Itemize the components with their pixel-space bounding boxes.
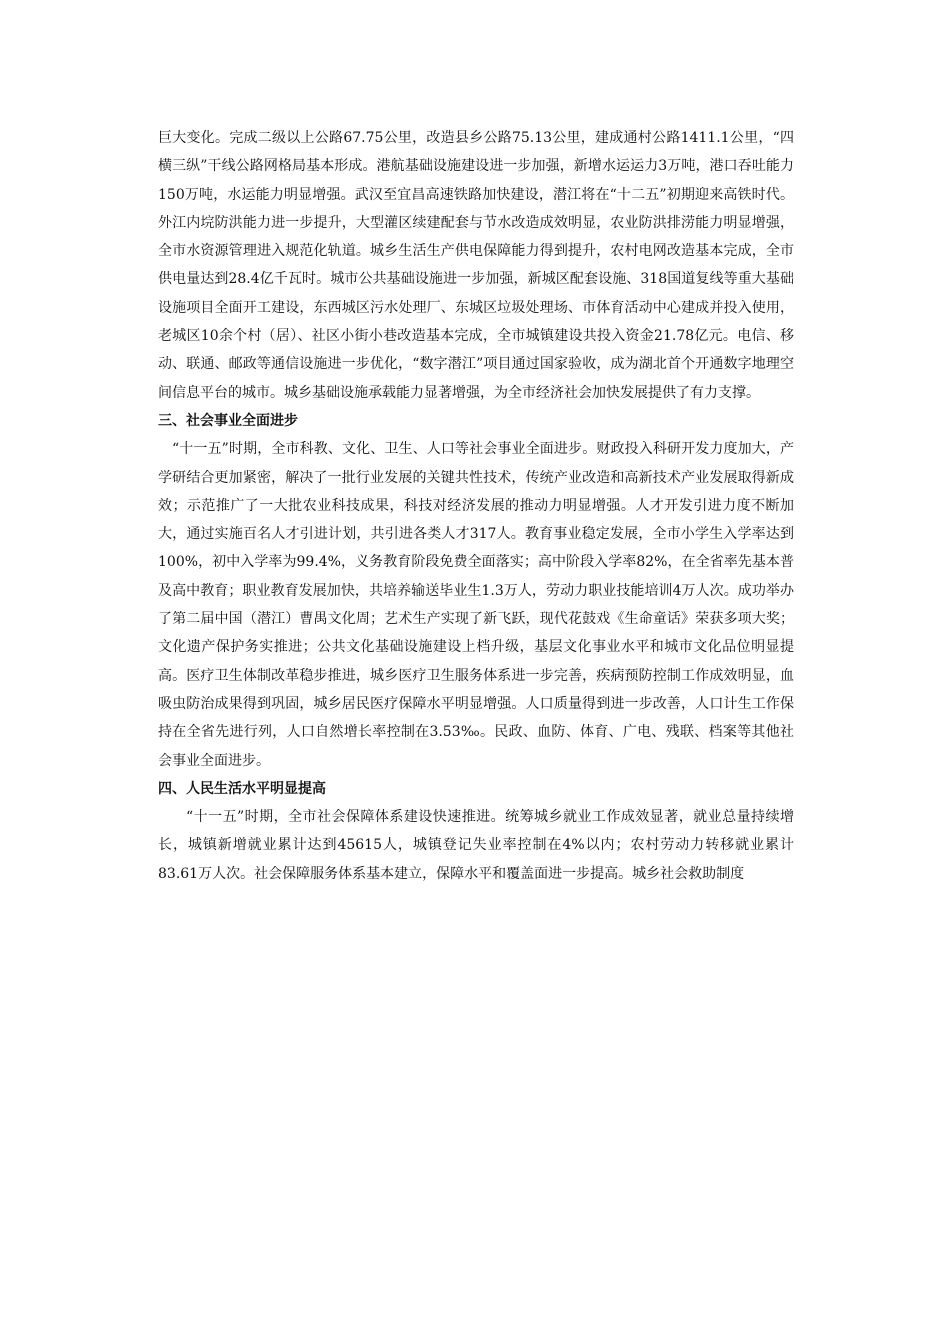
body-paragraph: 巨大变化。完成二级以上公路67.75公里，改造县乡公路75.13公里，建成通村公路1411.1公里，“四横三纵”干线公路网格局基本形成。港航基础设施建设进一步加强，新增水运运力3万吨，港口吞吐能力150万吨，水运能力明显增强。武汉至宜昌高速铁路加快建设，潜江将在“十二五”初期迎来高铁时代。外江内垸防洪能力进一步提升，大型灌区续建配套与节水改造成效明显，农业防洪排涝能力明显增强，全市水资源管理进入规范化轨道。城乡生活生产供电保障能力得到提升，农村电网改造基本完成，全市供电量达到28.4亿千瓦时。城市公共基础设施进一步加强，新城区配套设施、318国道复线等重大基础设施项目全面开工建设，东西城区污水处理厂、东城区垃圾处理场、市体育活动中心建成并投入使用，老城区10余个村（居）、社区小街小巷改造基本完成，全市城镇建设共投入资金21.78亿元。电信、移动、联通、邮政等通信设施进一步优化，“数字潜江”项目通过国家验收，成为湖北首个开通数字地理空间信息平台的城市。城乡基础设施承载能力显著增强，为全市经济社会加快发展提供了有力支撑。	[158, 130, 794, 401]
section-heading-4: 四、人民生活水平明显提高	[158, 780, 326, 797]
body-paragraph: “十一五”时期，全市社会保障体系建设快速推进。统筹城乡就业工作成效显著，就业总量持续增长，城镇新增就业累计达到45615人，城镇登记失业率控制在4%以内；农村劳动力转移就业累计83.61万人次。社会保障服务体系基本建立，保障水平和覆盖面进一步提高。城乡社会救助制度	[158, 809, 794, 882]
document-body	[158, 124, 794, 888]
body-paragraph: “十一五”时期，全市科教、文化、卫生、人口等社会事业全面进步。财政投入科研开发力度加大，产学研结合更加紧密，解决了一批行业发展的关键共性技术，传统产业改造和高新技术产业发展取得新成效；示范推广了一大批农业科技成果，科技对经济发展的推动力明显增强。人才开发引进力度不断加大，通过实施百名人才引进计划，共引进各类人才317人。教育事业稳定发展，全市小学生入学率达到100%，初中入学率为99.4%，义务教育阶段免费全面落实；高中阶段入学率82%，在全省率先基本普及高中教育；职业教育发展加快，共培养输送毕业生1.3万人，劳动力职业技能培训4万人次。成功举办了第二届中国（潜江）曹禺文化周；艺术生产实现了新飞跃，现代花鼓戏《生命童话》荣获多项大奖；文化遗产保护务实推进；公共文化基础设施建设上档升级，基层文化事业水平和城市文化品位明显提高。医疗卫生体制改革稳步推进，城乡医疗卫生服务体系进一步完善，疾病预防控制工作成效明显，血吸虫防治成果得到巩固，城乡居民医疗保障水平明显增强。人口质量得到进一步改善，人口计生工作保持在全省先进行列，人口自然增长率控制在3.53‰。民政、血防、体育、广电、残联、档案等其他社会事业全面进步。	[158, 441, 794, 769]
section-heading-3: 三、社会事业全面进步	[158, 412, 298, 429]
